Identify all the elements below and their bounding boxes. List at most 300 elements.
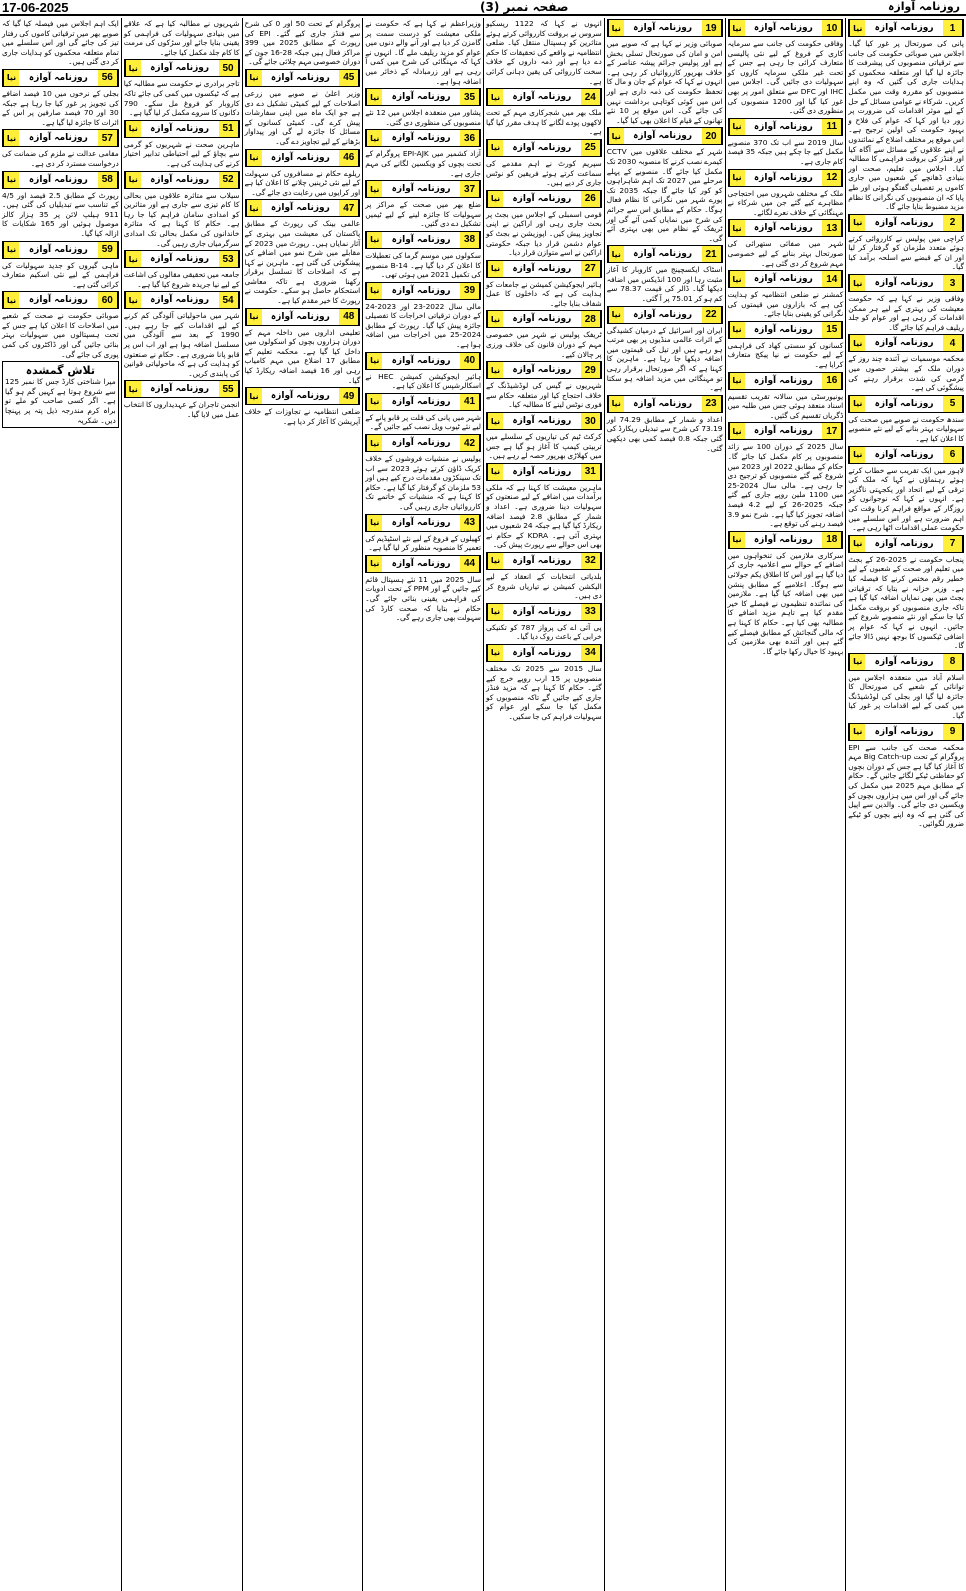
news-block-title: روزنامہ آوازہ (28, 174, 88, 185)
news-block-title: روزنامہ آوازہ (512, 263, 572, 274)
newspaper-logo-icon: نیا (608, 246, 624, 262)
newspaper-logo-icon: نیا (366, 394, 382, 410)
news-block-title: روزنامہ آوازہ (753, 274, 813, 285)
news-block-header (486, 260, 602, 278)
news-block-number: 44 (460, 556, 480, 572)
news-block (124, 59, 240, 117)
news-block (245, 69, 361, 147)
news-block-header (365, 555, 481, 573)
news-block (607, 19, 723, 125)
news-block (124, 171, 240, 249)
news-block-header (365, 282, 481, 300)
news-block-header (848, 274, 964, 292)
column-8 (0, 18, 121, 1591)
news-block-number: 8 (943, 654, 963, 670)
column-3 (604, 18, 725, 1591)
news-block-number: 53 (219, 251, 239, 267)
news-block-header (486, 88, 602, 106)
news-block-title: روزنامہ آوازہ (753, 534, 813, 545)
news-block (486, 19, 602, 86)
news-block-number: 43 (460, 515, 480, 531)
news-block-number: 34 (581, 645, 601, 661)
newspaper-logo-icon: نیا (729, 322, 745, 338)
news-block-header (365, 514, 481, 532)
news-block-header (486, 603, 602, 621)
news-block-title: روزنامہ آوازہ (874, 726, 934, 737)
news-block-title: روزنامہ آوازہ (270, 72, 330, 83)
news-block (728, 531, 844, 657)
news-block-header (728, 219, 844, 237)
newspaper-logo-icon: نیا (729, 119, 745, 135)
news-block-header (848, 723, 964, 741)
news-block-text: وزیراعظم نے کہا ہے کہ حکومت نے ملکی معیشت کو درست سمت پر گامزن کر دیا ہے اور آنے والے دنوں میں عوام کو مزید ریلیف ملے گا۔ انہوں نے کہا کہ مہنگائی کی شرح میں کمی آ رہی ہے اور زرمبادلہ کے ذخائر میں اضافہ ہوا ہے۔ (365, 19, 481, 86)
news-block-title: روزنامہ آوازہ (633, 398, 693, 409)
newspaper-logo-icon: نیا (366, 232, 382, 248)
newspaper-logo-icon: نیا (487, 645, 503, 661)
news-block-title: روزنامہ آوازہ (391, 438, 451, 449)
news-block (2, 129, 119, 168)
news-block (607, 245, 723, 303)
news-block-text: سال 2019 سے اب تک 370 منصوبے مکمل کیے جا چکے ہیں جبکہ 35 فیصد کام جاری ہے۔ (727, 137, 844, 166)
news-block-header (486, 644, 602, 662)
news-block-title: روزنامہ آوازہ (150, 123, 210, 134)
news-block-title: روزنامہ آوازہ (28, 295, 88, 306)
news-block-number: 12 (822, 170, 842, 186)
masthead: روزنامہ آوازہ (887, 0, 960, 13)
news-block-number: 7 (943, 536, 963, 552)
news-block-text: سندھ حکومت نے صوبے میں صحت کی سہولیات بہتر بنانے کے لیے نئے منصوبے کا اعلان کیا ہے۔ (848, 414, 964, 443)
news-block-title: روزنامہ آوازہ (512, 365, 572, 376)
newspaper-logo-icon: نیا (608, 307, 624, 323)
news-block-number: 29 (581, 362, 601, 378)
news-block-text: پروگرام کے تحت 50 اور 0 کی شرح سے فنڈز جاری کیے گئے۔ EPI کی رپورٹ کے مطابق 2025 میں 399 مراکز فعال ہیں جبکہ 28-16 جون کے دوران خصوصی مہم چلائی جائے گی۔ (244, 19, 361, 67)
news-block-number: 21 (702, 246, 722, 262)
news-block (365, 434, 481, 512)
news-block-number: 1 (943, 20, 963, 36)
news-block-text: سیلاب سے متاثرہ علاقوں میں بحالی کا کام تیزی سے جاری ہے اور متاثرین کو امدادی سامان فراہم کیا جا رہا ہے۔ حکام کا کہنا ہے کہ متاثرہ خاندانوں کی مکمل بحالی تک امدادی سرگرمیاں جاری رہیں گی۔ (123, 190, 240, 248)
newspaper-logo-icon: نیا (3, 292, 19, 308)
news-block-number: 4 (943, 335, 963, 351)
news-block-number: 60 (98, 292, 118, 308)
news-block (848, 395, 964, 444)
news-block-title: روزنامہ آوازہ (512, 92, 572, 103)
page-number: صفحہ نمبر (3) (480, 0, 569, 14)
news-block-number: 25 (581, 140, 601, 156)
newspaper-logo-icon: نیا (125, 381, 141, 397)
newspaper-logo-icon: نیا (487, 89, 503, 105)
news-block (365, 180, 481, 229)
news-block-title: روزنامہ آوازہ (270, 152, 330, 163)
news-block (848, 334, 964, 392)
news-block (486, 139, 602, 188)
newspaper-logo-icon: نیا (366, 515, 382, 531)
news-block-header (486, 552, 602, 570)
news-block-text: سال 2025 میں 11 نئے ہسپتال قائم کیے جائیں گے اور PPM کے تحت ادویات کی فراہمی یقینی بنائی جائے گی۔ حکام نے بتایا کہ صحت کارڈ کی سہولت بھی جاری رہے گی۔ (365, 574, 481, 623)
newspaper-logo-icon: نیا (729, 532, 745, 548)
news-block-header (728, 422, 844, 440)
news-block-title: روزنامہ آوازہ (512, 555, 572, 566)
news-block-header (486, 361, 602, 379)
news-columns (0, 18, 966, 1591)
news-block-number: 37 (460, 181, 480, 197)
news-block-number: 2 (943, 215, 963, 231)
newspaper-logo-icon: نیا (487, 191, 503, 207)
news-block-text: شہر میں پانی کی قلت پر قابو پانے کے لیے نئے ٹیوب ویل نصب کیے جائیں گے۔ (365, 412, 481, 432)
news-block (607, 306, 723, 393)
newspaper-logo-icon: نیا (849, 654, 865, 670)
news-block-header (124, 120, 240, 138)
news-block-title: روزنامہ آوازہ (150, 63, 210, 74)
news-block-title: روزنامہ آوازہ (391, 558, 451, 569)
news-block (486, 603, 602, 642)
news-block-number: 19 (702, 20, 722, 36)
lost-notice-title: تلاش گمشدہ (25, 364, 95, 378)
news-block-header (124, 380, 240, 398)
newspaper-logo-icon: نیا (849, 335, 865, 351)
newspaper-logo-icon: نیا (3, 172, 19, 188)
news-block-header (486, 139, 602, 157)
newspaper-logo-icon: نیا (729, 20, 745, 36)
newspaper-logo-icon: نیا (246, 150, 262, 166)
news-block-header (486, 310, 602, 328)
news-block-number: 36 (460, 130, 480, 146)
newspaper-logo-icon: نیا (849, 396, 865, 412)
news-block-title: روزنامہ آوازہ (28, 72, 88, 83)
news-block-text: کراچی میں پولیس نے کارروائی کرتے ہوئے متعدد ملزمان کو گرفتار کر لیا اور ان کے قبضے سے اسلحہ برآمد کیا گیا۔ (848, 233, 964, 272)
news-block-title: روزنامہ آوازہ (270, 203, 330, 214)
news-block-title: روزنامہ آوازہ (874, 656, 934, 667)
news-block-number: 57 (98, 130, 118, 146)
news-block-text: شہر میں صفائی ستھرائی کی صورتحال بہتر بنانے کے لیے خصوصی مہم شروع کر دی گئی ہے۔ (727, 239, 844, 268)
newspaper-logo-icon: نیا (246, 70, 262, 86)
news-block (486, 88, 602, 137)
news-block (245, 149, 361, 198)
news-block-header (848, 653, 964, 671)
news-block-text: ملک بھر میں شجرکاری مہم کے تحت لاکھوں پودے لگانے کا ہدف مقرر کیا گیا ہے۔ (486, 108, 602, 137)
news-block-header (365, 129, 481, 147)
news-block-text: پانی کی صورتحال پر غور کیا گیا۔ اجلاس میں صوبائی حکومت کی جانب سے ترقیاتی منصوبوں کی پیشرفت کا جائزہ لیا گیا اور متعلقہ محکموں کو ہدایات جاری کی گئیں کہ وہ اپنے منصوبوں کو مقررہ وقت میں مکمل کریں۔ شرکاء نے عوامی مسائل کے حل کے لیے موثر اقدامات کی ضرورت پر زور دیا اور کہا کہ عوام کی فلاح و بہبود حکومت کی اولین ترجیح ہے۔ اس موقع پر مختلف اضلاع کے نمائندوں نے اپنے علاقوں کے مسائل سے آگاہ کیا اور فنڈز کی بروقت فراہمی کا مطالبہ کیا۔ اجلاس میں تعلیم، صحت اور بنیادی ڈھانچے کے شعبوں میں جاری کاموں پر تفصیلی گفتگو ہوئی اور طے پایا کہ ان منصوبوں کی نگرانی کا نظام مزید مضبوط بنایا جائے گا۔ (848, 39, 964, 212)
newspaper-logo-icon: نیا (849, 447, 865, 463)
news-block-title: روزنامہ آوازہ (512, 193, 572, 204)
news-block-text: اسٹاک ایکسچینج میں کاروبار کا آغاز مثبت رہا اور 100 انڈیکس میں اضافہ دیکھا گیا۔ ڈالر کی قیمت 78.37 سے کم ہو کر 75.01 پر آ گئی۔ (606, 265, 723, 304)
news-block (607, 127, 723, 243)
news-block-text: پی آئی اے کی پرواز 787 کو تکنیکی خرابی کے باعث روک دیا گیا۔ (486, 622, 602, 642)
news-block-title: روزنامہ آوازہ (753, 172, 813, 183)
newspaper-logo-icon: نیا (608, 20, 624, 36)
news-block (848, 19, 964, 212)
newspaper-logo-icon: نیا (487, 140, 503, 156)
news-block (365, 352, 481, 391)
news-block-text: محکمہ صحت کی جانب سے EPI پروگرام کے تحت Big Catch-up مہم کا آغاز کیا گیا ہے جس کے دوران بچوں کو حفاظتی ٹیکے لگائے جائیں گے۔ حکام کے مطابق مہم 2025 میں مکمل کی جائے گی اور اس میں ہزاروں بچوں کو ویکسین دی جائے گی۔ والدین سے اپیل کی گئی ہے کہ وہ اپنے بچوں کو ٹیکے ضرور لگوائیں۔ (848, 742, 965, 829)
news-block-text: کرکٹ ٹیم کی تیاریوں کے سلسلے میں تربیتی کیمپ کا آغاز ہو گیا ہے جس میں کھلاڑی بھرپور حصہ لے رہے ہیں۔ (486, 432, 602, 461)
news-block-number: 40 (460, 353, 480, 369)
news-block (848, 535, 964, 651)
news-block-number: 58 (98, 172, 118, 188)
newspaper-logo-icon: نیا (608, 128, 624, 144)
news-block-text: عالمی بینک کی رپورٹ کے مطابق پاکستان کی معیشت میں بہتری کے آثار نمایاں ہیں۔ رپورٹ میں 2023 کے مقابلے میں شرح نمو میں اضافے کی پیشگوئی کی گئی ہے۔ ماہرین نے کہا ہے کہ اصلاحات کا تسلسل برقرار رکھنا ضروری ہے تاکہ معاشی استحکام حاصل ہو سکے۔ حکومت نے رپورٹ کا خیر مقدم کیا ہے۔ (244, 219, 361, 306)
news-block (848, 653, 964, 721)
news-block-number: 20 (702, 128, 722, 144)
news-block-text: کمشنر نے ضلعی انتظامیہ کو ہدایت کی ہے کہ بازاروں میں قیمتوں کی نگرانی کو یقینی بنایا جائے۔ (727, 290, 844, 319)
news-block-title: روزنامہ آوازہ (633, 131, 693, 142)
news-block (245, 387, 361, 426)
news-block-title: روزنامہ آوازہ (633, 309, 693, 320)
news-block (365, 282, 481, 350)
news-block-title: روزنامہ آوازہ (753, 121, 813, 132)
news-block-header (124, 59, 240, 77)
news-block-title: روزنامہ آوازہ (874, 398, 934, 409)
news-block (728, 118, 844, 167)
news-block-number: 56 (98, 70, 118, 86)
news-block-header (365, 88, 481, 106)
news-block-text: پشاور میں منعقدہ اجلاس میں 12 نئے منصوبوں کی منظوری دی گئی۔ (365, 108, 481, 127)
newspaper-logo-icon: نیا (366, 283, 382, 299)
news-block (2, 291, 119, 359)
news-block-title: روزنامہ آوازہ (150, 174, 210, 185)
news-block-title: روزنامہ آوازہ (512, 314, 572, 325)
news-block-text: کھیلوں کے فروغ کے لیے نئے اسٹیڈیم کی تعمیر کا منصوبہ منظور کر لیا گیا ہے۔ (365, 533, 481, 553)
news-block-number: 45 (339, 70, 359, 86)
newspaper-logo-icon: نیا (487, 362, 503, 378)
news-block-number: 28 (581, 311, 601, 327)
news-block-header (2, 171, 119, 189)
page-header (0, 0, 966, 16)
news-block (728, 270, 844, 319)
news-block-title: روزنامہ آوازہ (150, 254, 210, 265)
newspaper-logo-icon: نیا (487, 604, 503, 620)
news-block-title: روزنامہ آوازہ (391, 517, 451, 528)
news-block (2, 69, 119, 127)
news-block-title: روزنامہ آوازہ (391, 355, 451, 366)
news-block-header (365, 231, 481, 249)
news-block (728, 169, 844, 218)
news-block-number: 3 (943, 275, 963, 291)
news-block-text: شہریوں نے مطالبہ کیا ہے کہ علاقے میں بنیادی سہولیات کی فراہمی کو یقینی بنایا جائے اور سڑکوں کی مرمت کا کام جلد مکمل کیا جائے۔ (123, 19, 240, 57)
newspaper-logo-icon: نیا (125, 121, 141, 137)
news-block-number: 59 (98, 242, 118, 258)
newspaper-logo-icon: نیا (366, 353, 382, 369)
news-block (848, 274, 964, 332)
lost-notice (2, 361, 119, 428)
issue-date: 17-06-2025 (2, 0, 69, 15)
news-block-text: کسانوں کو سستی کھاد کی فراہمی کے لیے حکومت نے نیا پیکج متعارف کرایا ہے۔ (727, 340, 844, 370)
news-block-title: روزنامہ آوازہ (391, 234, 451, 245)
news-block-title: روزنامہ آوازہ (512, 606, 572, 617)
news-block (486, 190, 602, 258)
news-block-header (607, 245, 723, 263)
news-block-number: 23 (702, 396, 722, 412)
news-block-header (607, 395, 723, 413)
news-block-text: صوبائی حکومت نے صحت کے شعبے میں اصلاحات کا اعلان کیا ہے جس کے تحت ہسپتالوں میں سہولیات بہتر بنائی جائیں گی اور ڈاکٹروں کی کمی پوری کی جائے گی۔ (2, 311, 119, 359)
news-block-number: 13 (822, 220, 842, 236)
column-4 (483, 18, 604, 1591)
news-block (365, 129, 481, 178)
news-block-text: ماہرین معیشت کا کہنا ہے کہ ملکی برآمدات میں اضافے کے لیے صنعتوں کو سہولیات دینا ضروری ہے۔ اعداد و شمار کے مطابق 2.8 فیصد اضافہ ریکارڈ کیا گیا ہے جبکہ 24 شعبوں میں بہتری آئی ہے۔ KDRA کے حکام نے بھی اس حوالے سے رپورٹ پیش کی۔ (486, 482, 602, 550)
news-block-text: ہائیر ایجوکیشن کمیشن نے جامعات کو ہدایت کی ہے کہ داخلوں کا عمل شفاف بنایا جائے۔ (486, 279, 602, 308)
news-block (124, 291, 240, 378)
news-block-text: ریلوے حکام نے مسافروں کی سہولت کے لیے نئی ٹرینیں چلانے کا اعلان کیا ہے اور کرایوں میں رعایت دی جائے گی۔ (244, 168, 361, 197)
news-block-header (2, 129, 119, 147)
column-1 (845, 18, 966, 1591)
news-block-title: روزنامہ آوازہ (28, 133, 88, 144)
news-block (486, 463, 602, 550)
news-block-number: 30 (581, 413, 601, 429)
news-block (124, 19, 240, 57)
news-block-text: ٹریفک پولیس نے شہر میں خصوصی مہم کے دوران قانون کی خلاف ورزی پر چالان کیے۔ (486, 330, 602, 359)
newspaper-logo-icon: نیا (487, 311, 503, 327)
news-block-text: سرکاری ملازمین کی تنخواہوں میں اضافے کے حوالے سے اعلامیہ جاری کر دیا گیا ہے اور اس کا اطلاق یکم جولائی سے ہوگا۔ اعلامیے کے مطابق پنشن میں بھی اضافہ کیا گیا ہے۔ ملازمین کی نمائندہ تنظیموں نے فیصلے کا خیر مقدم کیا ہے تاہم مزید اضافے کا مطالبہ بھی کیا ہے۔ حکام کا کہنا ہے کہ مالی گنجائش کے مطابق فیصلے کیے گئے ہیں اور آئندہ بھی ملازمین کی بہبود کا خیال رکھا جائے گا۔ (727, 550, 844, 656)
news-block-title: روزنامہ آوازہ (391, 184, 451, 195)
news-block-title: روزنامہ آوازہ (270, 311, 330, 322)
news-block-text: تاجر برادری نے حکومت سے مطالبہ کیا ہے کہ ٹیکسوں میں کمی کی جائے تاکہ کاروبار کو فروغ مل سکے۔ 790 دکانوں کا سروے مکمل کر لیا گیا ہے۔ (123, 79, 240, 118)
news-block-title: روزنامہ آوازہ (874, 278, 934, 289)
column-5 (362, 18, 483, 1591)
news-block-number: 11 (822, 119, 842, 135)
news-block-text: انجمن تاجران کے عہدیداروں کا انتخاب عمل میں لایا گیا۔ (123, 400, 240, 420)
news-block-text: ضلعی انتظامیہ نے تجاوزات کے خلاف آپریشن کا آغاز کر دیا ہے۔ (244, 407, 361, 426)
news-block (2, 171, 119, 239)
news-block-header (728, 118, 844, 136)
news-block (124, 380, 240, 419)
newspaper-logo-icon: نیا (366, 435, 382, 451)
news-block-header (607, 19, 723, 37)
news-block-title: روزنامہ آوازہ (391, 133, 451, 144)
news-block-text: ہائیر ایجوکیشن کمیشن HEC نے اسکالرشپس کا اعلان کیا ہے۔ (365, 371, 481, 391)
news-block-text: سال 2015 سے 2025 تک مختلف منصوبوں پر 15 ارب روپے خرچ کیے گئے۔ حکام کا کہنا ہے کہ مزید فنڈز جاری کیے جائیں گے تاکہ منصوبوں کو مکمل کیا جا سکے اور عوام کو سہولیات فراہم کی جا سکیں۔ (486, 663, 602, 721)
news-block-text: وزیر اعلیٰ نے صوبے میں زرعی اصلاحات کے لیے کمیٹی تشکیل دے دی ہے جو ایک ماہ میں اپنی سفارشات پیش کرے گی۔ کمیٹی کسانوں کے مسائل کا جائزہ لے گی اور پیداوار بڑھانے کے لیے تجاویز دے گی۔ (244, 88, 361, 146)
news-block-header (728, 270, 844, 288)
news-block-header (486, 190, 602, 208)
news-block-header (245, 308, 361, 326)
news-block (2, 19, 119, 67)
news-block-header (365, 180, 481, 198)
news-block (728, 321, 844, 370)
news-block-text: لاہور میں ایک تقریب سے خطاب کرتے ہوئے رہنماؤں نے کہا کہ ملک کی ترقی کے لیے اتحاد اور یکجہتی ناگزیر ہے۔ انہوں نے کہا کہ نوجوانوں کو روزگار کے مواقع فراہم کرنا وقت کی اہم ضرورت ہے اور اس سلسلے میں حکومت عملی اقدامات اٹھا رہی ہے۔ (848, 465, 964, 533)
news-block-text: جامعہ میں تحقیقی مقالوں کی اشاعت کے لیے نیا جریدہ شروع کیا گیا ہے۔ (123, 270, 240, 289)
news-block-header (848, 395, 964, 413)
news-block-header (2, 291, 119, 309)
news-block-header (245, 387, 361, 405)
news-block-title: روزنامہ آوازہ (512, 466, 572, 477)
news-block-text: مقامی عدالت نے ملزم کی ضمانت کی درخواست مسترد کر دی ہے۔ (2, 149, 119, 168)
news-block-text: ماہی گیروں کو جدید سہولیات کی فراہمی کے لیے نئی اسکیم متعارف کرائی گئی ہے۔ (2, 260, 119, 289)
news-block-text: ایک اہم اجلاس میں فیصلہ کیا گیا کہ صوبے بھر میں ترقیاتی کاموں کی رفتار تیز کی جائے گی اور اس سلسلے میں تمام متعلقہ محکموں کو ہدایات جاری کر دی گئی ہیں۔ (2, 19, 119, 67)
news-block-title: روزنامہ آوازہ (391, 396, 451, 407)
newspaper-logo-icon: نیا (849, 20, 865, 36)
news-block-number: 38 (460, 232, 480, 248)
news-block (728, 422, 844, 528)
news-block (486, 260, 602, 309)
news-block-header (365, 352, 481, 370)
news-block-text: آزاد کشمیر میں EPI-AJK پروگرام کے تحت بچوں کو ویکسین لگانے کی مہم جاری ہے۔ (365, 149, 481, 178)
newspaper-logo-icon: نیا (125, 251, 141, 267)
news-block-header (728, 19, 844, 37)
news-block-number: 32 (581, 553, 601, 569)
news-block-number: 55 (219, 381, 239, 397)
news-block-header (848, 334, 964, 352)
news-block-header (486, 412, 602, 430)
newspaper-logo-icon: نیا (487, 261, 503, 277)
newspaper-logo-icon: نیا (246, 309, 262, 325)
news-block-title: روزنامہ آوازہ (391, 92, 451, 103)
news-block-number: 27 (581, 261, 601, 277)
newspaper-logo-icon: نیا (366, 89, 382, 105)
news-block (848, 723, 964, 829)
news-block (365, 555, 481, 623)
news-block (245, 19, 361, 67)
news-block-title: روزنامہ آوازہ (28, 244, 88, 255)
news-block-header (2, 69, 119, 87)
newspaper-logo-icon: نیا (246, 388, 262, 404)
news-block-text: ملک کے مختلف شہروں میں احتجاجی مظاہرے کیے گئے جن میں شرکاء نے مہنگائی کے خلاف نعرے لگائے۔ (727, 188, 844, 217)
news-block-text: وفاقی وزیر نے کہا ہے کہ حکومت معیشت کی بہتری کے لیے ہر ممکن اقدامات کر رہی ہے اور عوام کو جلد ریلیف فراہم کیا جائے گا۔ (848, 294, 964, 332)
news-block-header (245, 69, 361, 87)
news-block-header (245, 149, 361, 167)
news-block-number: 51 (219, 121, 239, 137)
news-block-text: یونیورسٹی میں سالانہ تقریب تقسیم اسناد منعقد ہوئی جس میں طلبہ میں ڈگریاں تقسیم کی گئیں۔ (727, 391, 844, 420)
news-block-text: سکولوں میں موسم گرما کی تعطیلات کا اعلان کر دیا گیا ہے۔ B-14 منصوبے کی تکمیل 2021 میں ہوئی تھی۔ (365, 250, 481, 280)
news-block-header (365, 434, 481, 452)
news-block-header (124, 171, 240, 189)
news-block-title: روزنامہ آوازہ (874, 449, 934, 460)
newspaper-logo-icon: نیا (849, 536, 865, 552)
news-block-text: اسلام آباد میں منعقدہ اجلاس میں توانائی کے شعبے کی صورتحال کا جائزہ لیا گیا اور بجلی کی لوڈشیڈنگ میں کمی کے لیے اقدامات پر غور کیا گیا۔ (848, 672, 964, 721)
newspaper-logo-icon: نیا (487, 464, 503, 480)
news-block (365, 514, 481, 553)
news-block-text: محکمہ موسمیات نے آئندہ چند روز کے دوران ملک کے بیشتر حصوں میں گرمی کی شدت برقرار رہنے کی پیشگوئی کی ہے۔ (848, 354, 964, 393)
news-block-header (848, 214, 964, 232)
news-block (486, 552, 602, 601)
news-block-text: اعداد و شمار کے مطابق 74.29 اور 73.19 کی شرح سے تبدیلی ریکارڈ کی گئی جبکہ 0.8 فیصد کمی بھی دیکھی گئی۔ (606, 414, 723, 453)
newspaper-logo-icon: نیا (366, 130, 382, 146)
newspaper-logo-icon: نیا (487, 413, 503, 429)
news-block-text: پولیس نے منشیات فروشوں کے خلاف کریک ڈاؤن کرتے ہوئے 2023 سے اب تک سینکڑوں مقدمات درج کیے ہیں اور 53 ملزمان کو گرفتار کیا گیا ہے۔ حکام کا کہنا ہے کہ منشیات کے خاتمے تک کارروائیاں جاری رہیں گی۔ (365, 454, 481, 511)
news-block-title: روزنامہ آوازہ (753, 23, 813, 33)
news-block-title: روزنامہ آوازہ (633, 249, 693, 260)
news-block-title: روزنامہ آوازہ (874, 217, 934, 228)
news-block (848, 214, 964, 272)
news-block-title: روزنامہ آوازہ (874, 538, 934, 549)
news-block-header (848, 446, 964, 464)
news-block-header (848, 19, 964, 37)
news-block (728, 19, 844, 116)
news-block-title: روزنامہ آوازہ (150, 384, 210, 395)
news-block (486, 644, 602, 722)
newspaper-logo-icon: نیا (729, 423, 745, 439)
news-block-text: سپریم کورٹ نے اہم مقدمے کی سماعت کرتے ہوئے فریقین کو نوٹس جاری کر دیے ہیں۔ (486, 158, 602, 188)
news-block-title: روزنامہ آوازہ (753, 223, 813, 234)
news-block-title: روزنامہ آوازہ (874, 23, 934, 33)
news-block-number: 47 (339, 200, 359, 216)
news-block-header (728, 372, 844, 390)
news-block-number: 9 (943, 724, 963, 740)
news-block-number: 14 (822, 271, 842, 287)
news-block-text: ایران اور اسرائیل کے درمیان کشیدگی کے اثرات عالمی منڈیوں پر بھی مرتب ہو رہے ہیں اور تیل کی قیمتوں میں اضافہ دیکھا جا رہا ہے۔ ماہرین کا کہنا ہے کہ اگر صورتحال برقرار رہی تو مہنگائی میں مزید اضافہ ہو سکتا ہے۔ (606, 325, 723, 393)
news-block-title: روزنامہ آوازہ (150, 295, 210, 306)
news-block-title: روزنامہ آوازہ (512, 416, 572, 427)
newspaper-logo-icon: نیا (849, 275, 865, 291)
news-block-text: تعلیمی اداروں میں داخلہ مہم کے دوران ہزاروں بچوں کو اسکولوں میں داخل کیا گیا ہے۔ محکمہ تعلیم کے مطابق 17 اضلاع میں مہم کامیاب رہی اور 16 فیصد اضافہ ریکارڈ کیا گیا۔ (244, 327, 361, 385)
news-block-header (245, 199, 361, 217)
news-block-title: روزنامہ آوازہ (753, 426, 813, 437)
newspaper-logo-icon: نیا (125, 172, 141, 188)
news-block-number: 50 (219, 60, 239, 76)
news-block-number: 24 (581, 89, 601, 105)
news-block-text: رپورٹ کے مطابق 2.5 فیصد اور 4/5 کے تناسب سے تبدیلیاں کی گئی ہیں۔ 911 ہیلپ لائن پر 35 ہزار کالز موصول ہوئیں اور 165 شکایات کا ازالہ کیا گیا۔ (2, 190, 119, 238)
news-block-text: وفاقی حکومت کی جانب سے سرمایہ کاری کے فروغ کے لیے نئی پالیسی متعارف کرائی جا رہی ہے جس کے تحت غیر ملکی سرمایہ کاروں کو سہولیات دی جائیں گی۔ اجلاس میں IHC اور DFC سے متعلق امور پر بھی غور کیا گیا اور 1200 منصوبوں کی منظوری دی گئی۔ (727, 39, 844, 116)
news-block-header (728, 169, 844, 187)
news-block-title: روزنامہ آوازہ (512, 142, 572, 153)
